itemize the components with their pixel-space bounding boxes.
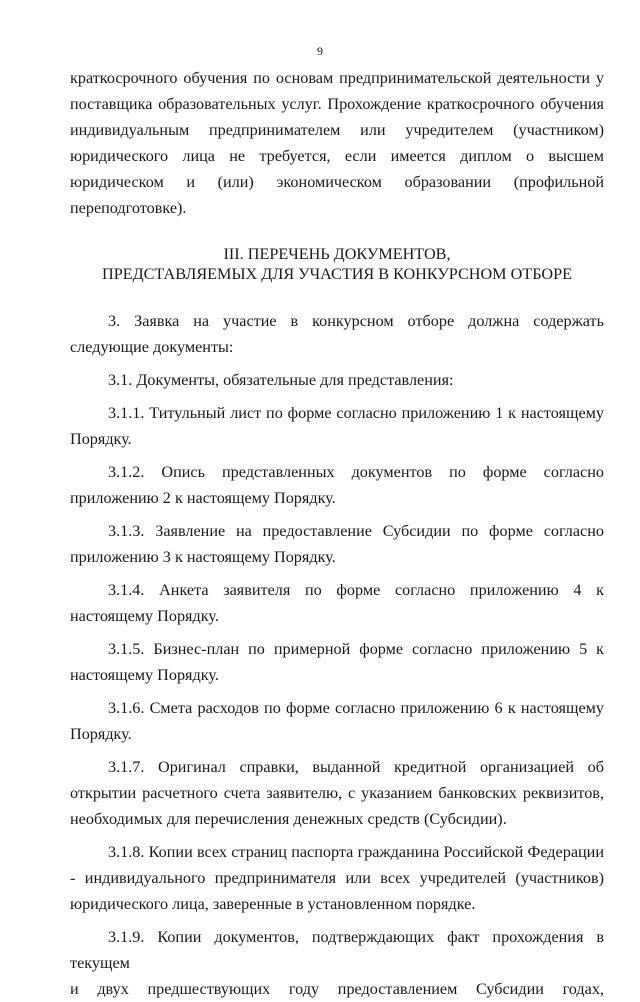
paragraph-3-1-7: 3.1.7. Оригинал справки, выданной кредитной организацией об открытии расчетного счета заявителю, с указанием банковских реквизитов, необходимых для перечисления денежных средств (Субсидии). <box>70 758 604 828</box>
paragraph-3-1-8: 3.1.8. Копии всех страниц паспорта гражданина Российской Федерации - индивидуального предпринимателя или всех учредителей (участников) юридического лица, заверенные в установленном порядке. <box>70 843 604 913</box>
paragraph-3-1-2: 3.1.2. Опись представленных документов по форме согласно приложению 2 к настоящему Порядку. <box>70 463 604 507</box>
paragraph-3-1-6: 3.1.6. Смета расходов по форме согласно приложению 6 к настоящему Порядку. <box>70 699 604 743</box>
paragraph-3-1-3: 3.1.3. Заявление на предоставление Субсидии по форме согласно приложению 3 к настоящему Порядку. <box>70 522 604 566</box>
page-number: 9 <box>317 44 323 58</box>
paragraph-3-1-1: 3.1.1. Титульный лист по форме согласно приложению 1 к настоящему Порядку. <box>70 404 604 448</box>
paragraph-3-1-9 <box>70 924 604 1002</box>
document-body <box>70 65 604 1002</box>
paragraph-3-1: 3.1. Документы, обязательные для представления: <box>108 371 454 389</box>
section-heading-line-2: ПРЕДСТАВЛЯЕМЫХ ДЛЯ УЧАСТИЯ В КОНКУРСНОМ ОТБОРЕ <box>102 265 572 283</box>
intro-paragraph: краткосрочного обучения по основам предпринимательской деятельности у поставщика образовательных услуг. Прохождение краткосрочного обучения индивидуальным предпринимателем или учредителем (участником) юридического лица не требуется, если имеется диплом о высшем юридическом и (или) экономическом образовании (профильной переподготовке). <box>70 69 604 217</box>
section-heading <box>70 244 604 284</box>
paragraph-3-1-5: 3.1.5. Бизнес-план по примерной форме согласно приложению 5 к настоящему Порядку. <box>70 640 604 684</box>
paragraph-3-1-9-line-2: и двух предшествующих году предоставлением Субсидии годах, <box>70 980 604 998</box>
paragraph-3-1-4: 3.1.4. Анкета заявителя по форме согласно приложению 4 к настоящему Порядку. <box>70 581 604 625</box>
section-heading-line-1: III. ПЕРЕЧЕНЬ ДОКУМЕНТОВ, <box>223 245 451 263</box>
paragraph-3-1-9-line-1: 3.1.9. Копии документов, подтверждающих факт прохождения в текущем <box>70 928 604 972</box>
paragraph-3: 3. Заявка на участие в конкурсном отборе должна содержать следующие документы: <box>70 312 604 356</box>
